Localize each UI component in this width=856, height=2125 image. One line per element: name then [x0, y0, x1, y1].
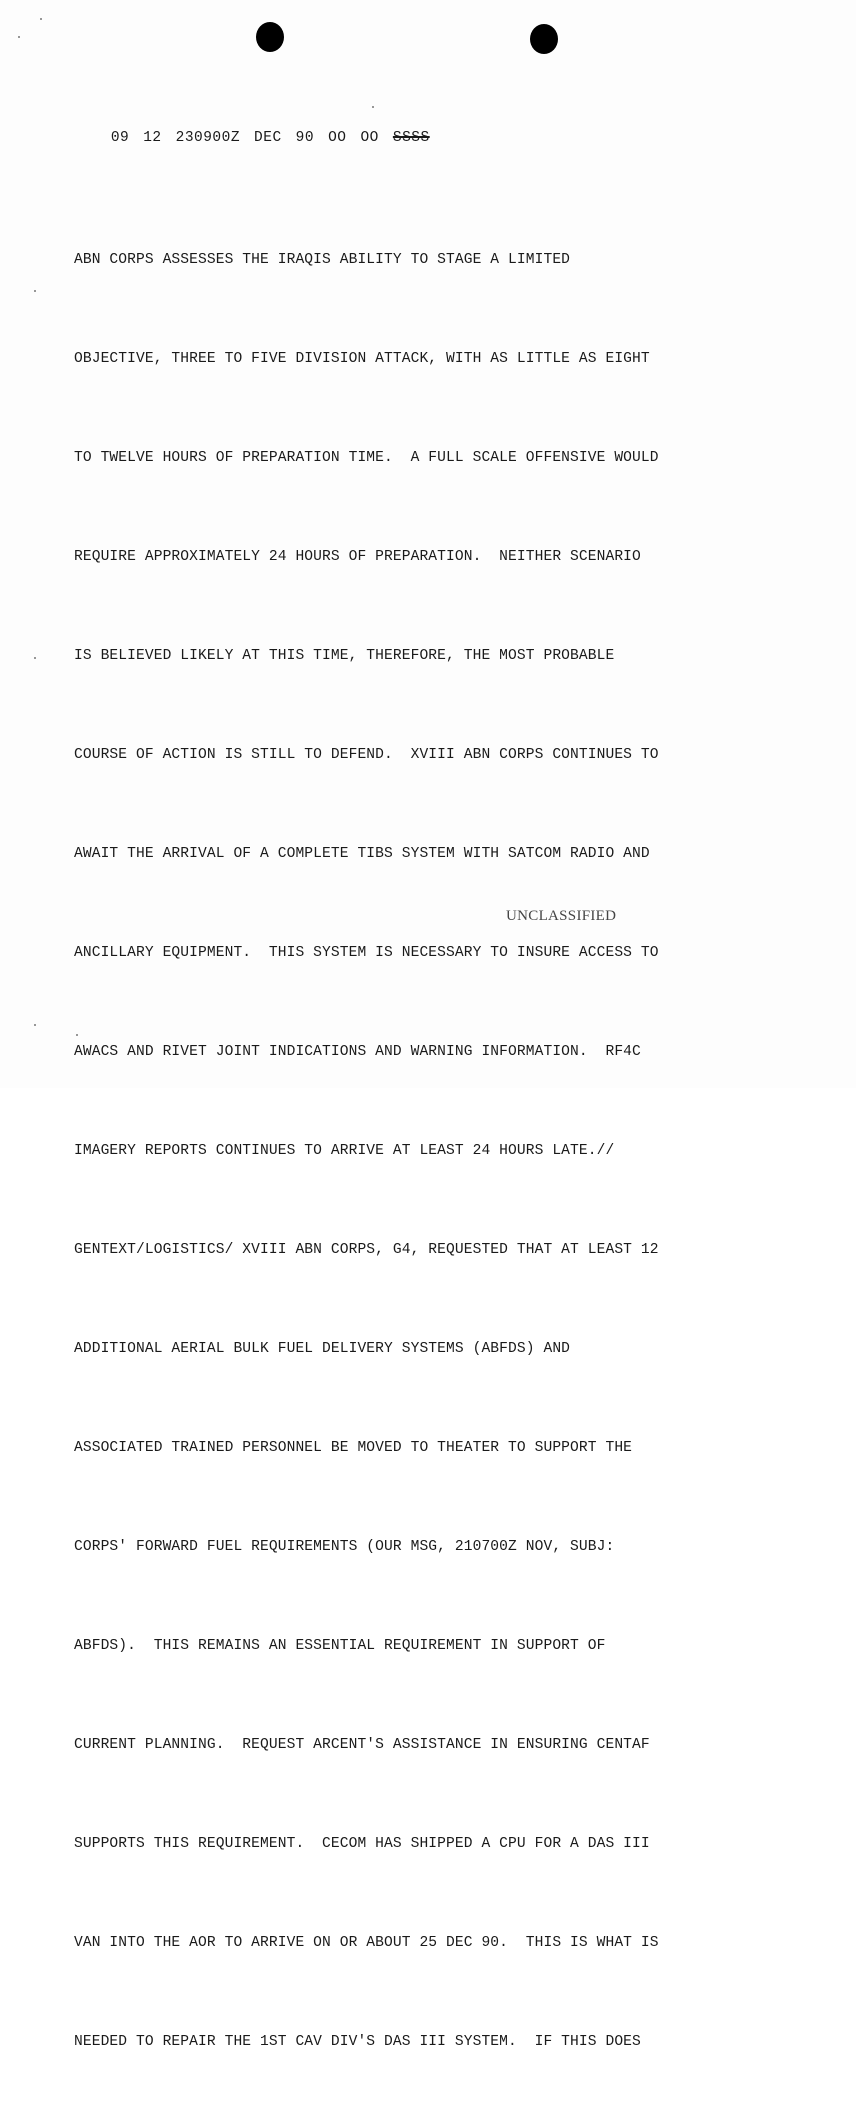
- scan-speck: [40, 18, 42, 20]
- body-line: NEEDED TO REPAIR THE 1ST CAV DIV'S DAS III SYSTEM. IF THIS DOES: [74, 2034, 641, 2050]
- header-field: 230900Z: [175, 130, 241, 146]
- classification-footer: UNCLASSIFIED: [506, 908, 617, 924]
- body-line: ABN CORPS ASSESSES THE IRAQIS ABILITY TO STAGE A LIMITED: [74, 252, 571, 268]
- message-body: [74, 178, 834, 2125]
- body-line: ASSOCIATED TRAINED PERSONNEL BE MOVED TO THEATER TO SUPPORT THE: [74, 1440, 633, 1456]
- scan-speck: [372, 106, 374, 108]
- body-line: IMAGERY REPORTS CONTINUES TO ARRIVE AT LEAST 24 HOURS LATE.//: [74, 1143, 615, 1159]
- struck-classification-marking: SSSS: [392, 130, 430, 146]
- body-line: SUPPORTS THIS REQUIREMENT. CECOM HAS SHIPPED A CPU FOR A DAS III: [74, 1836, 650, 1852]
- message-header: [74, 114, 444, 162]
- body-line: ABFDS). THIS REMAINS AN ESSENTIAL REQUIREMENT IN SUPPORT OF: [74, 1638, 606, 1654]
- body-line: GENTEXT/LOGISTICS/ XVIII ABN CORPS, G4, REQUESTED THAT AT LEAST 12: [74, 1242, 659, 1258]
- header-field: OO: [328, 130, 347, 146]
- body-line: AWACS AND RIVET JOINT INDICATIONS AND WARNING INFORMATION. RF4C: [74, 1044, 641, 1060]
- header-field: 90: [295, 130, 315, 146]
- header-field: OO: [360, 130, 379, 146]
- body-line: AWAIT THE ARRIVAL OF A COMPLETE TIBS SYSTEM WITH SATCOM RADIO AND: [74, 846, 650, 862]
- body-line: REQUIRE APPROXIMATELY 24 HOURS OF PREPARATION. NEITHER SCENARIO: [74, 549, 641, 565]
- scan-speck: [18, 36, 20, 38]
- scan-speck: [34, 657, 36, 659]
- header-field: 12: [143, 130, 162, 146]
- body-line: TO TWELVE HOURS OF PREPARATION TIME. A FULL SCALE OFFENSIVE WOULD: [74, 450, 659, 466]
- scan-speck: [34, 1024, 36, 1026]
- punch-hole-right: [530, 24, 558, 54]
- body-line: OBJECTIVE, THREE TO FIVE DIVISION ATTACK, WITH AS LITTLE AS EIGHT: [74, 351, 650, 367]
- body-line: CURRENT PLANNING. REQUEST ARCENT'S ASSISTANCE IN ENSURING CENTAF: [74, 1737, 650, 1753]
- header-field: DEC: [254, 130, 282, 146]
- header-field: 09: [110, 130, 130, 146]
- body-line: COURSE OF ACTION IS STILL TO DEFEND. XVIII ABN CORPS CONTINUES TO: [74, 747, 659, 763]
- body-line: VAN INTO THE AOR TO ARRIVE ON OR ABOUT 25 DEC 90. THIS IS WHAT IS: [74, 1935, 659, 1951]
- punch-hole-left: [256, 22, 284, 52]
- body-line: ANCILLARY EQUIPMENT. THIS SYSTEM IS NECESSARY TO INSURE ACCESS TO: [74, 945, 659, 961]
- scan-speck: [34, 290, 36, 292]
- body-line: CORPS' FORWARD FUEL REQUIREMENTS (OUR MSG, 210700Z NOV, SUBJ:: [74, 1539, 615, 1555]
- body-line: ADDITIONAL AERIAL BULK FUEL DELIVERY SYSTEMS (ABFDS) AND: [74, 1341, 571, 1357]
- body-line: IS BELIEVED LIKELY AT THIS TIME, THEREFORE, THE MOST PROBABLE: [74, 648, 615, 664]
